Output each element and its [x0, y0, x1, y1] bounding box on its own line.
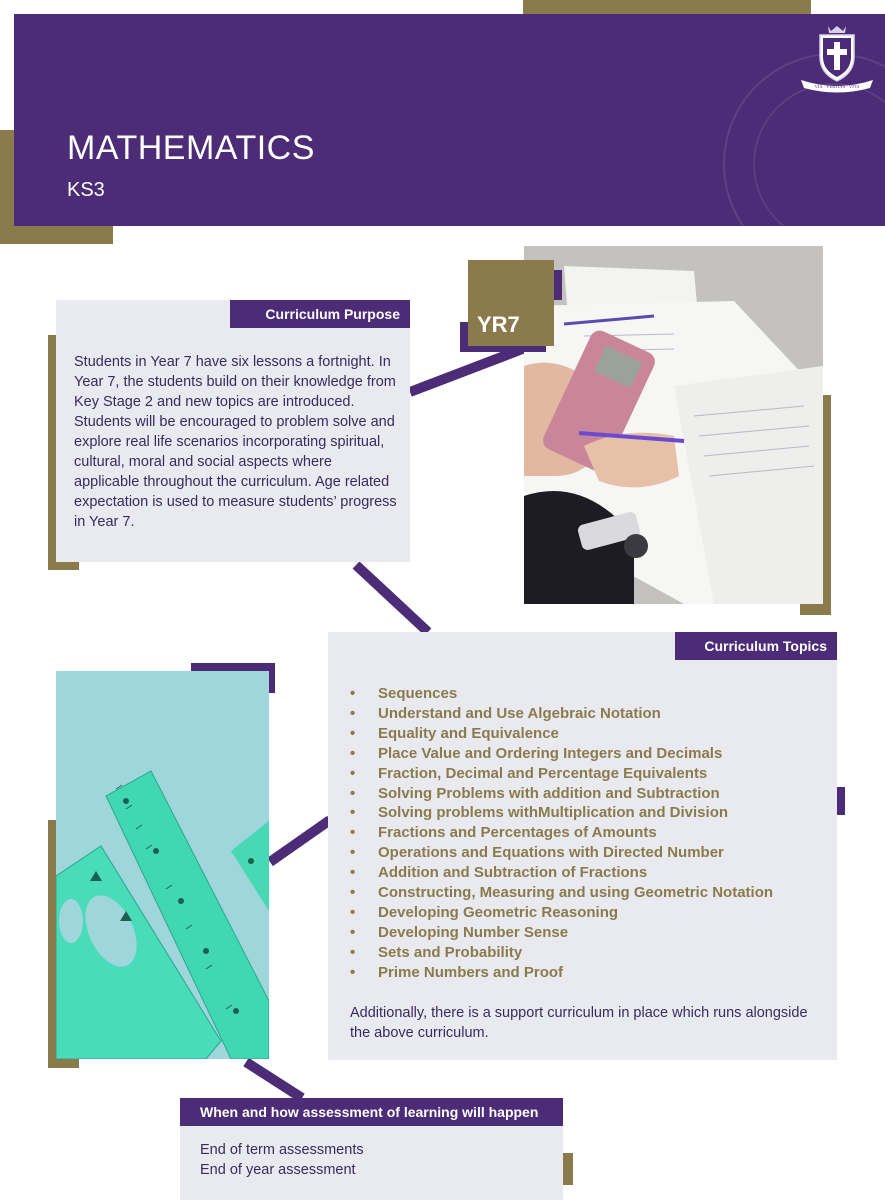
topics-purple-accent	[836, 787, 845, 815]
yr7-purple-accent-right	[554, 270, 562, 300]
topic-item: • Fractions and Percentages of Amounts	[350, 823, 773, 843]
assessment-label: When and how assessment of learning will happen	[180, 1098, 563, 1126]
topic-item: • Fraction, Decimal and Percentage Equivalents	[350, 764, 773, 784]
topic-item: • Sets and Probability	[350, 943, 773, 963]
crest-motto: VIA · VERITAS · VITA	[814, 84, 860, 89]
topic-item: • Operations and Equations with Directed Number	[350, 843, 773, 863]
purpose-label: Curriculum Purpose	[230, 300, 410, 328]
topic-item: • Constructing, Measuring and using Geometric Notation	[350, 883, 773, 903]
topic-item: • Solving Problems with addition and Subtraction	[350, 784, 773, 804]
page-subtitle: KS3	[67, 179, 105, 201]
purpose-text: Students in Year 7 have six lessons a fortnight. In Year 7, the students build on their knowledge from Key Stage 2 and new topics are introduced. Students will be encouraged to problem solve and explore real life scenarios incorporating spiritual, cultural, moral and social aspects where applicable throughout the curriculum. Age related expectation is used to measure students’ progress in Year 7.	[74, 354, 397, 530]
topic-item: • Developing Geometric Reasoning	[350, 903, 773, 923]
assessment-item: End of term assessments	[200, 1142, 364, 1158]
page-title: MATHEMATICS	[67, 129, 315, 167]
topics-label: Curriculum Topics	[675, 632, 837, 660]
topic-item: • Solving problems withMultiplication and Division	[350, 803, 773, 823]
topic-item: • Addition and Subtraction of Fractions	[350, 863, 773, 883]
topic-item: • Prime Numbers and Proof	[350, 963, 773, 983]
topic-item: • Place Value and Ordering Integers and Decimals	[350, 744, 773, 764]
assessment-item: End of year assessment	[200, 1162, 356, 1178]
topics-note: Additionally, there is a support curriculum in place which runs alongside the above curriculum.	[350, 1005, 808, 1041]
topic-item: • Developing Number Sense	[350, 923, 773, 943]
assessment-list	[200, 1140, 364, 1180]
topic-item: • Sequences	[350, 684, 773, 704]
assessment-gold-accent	[563, 1153, 573, 1185]
photo-green-rulers	[56, 671, 269, 1059]
photo-student-calculator	[524, 246, 823, 604]
topic-item: • Understand and Use Algebraic Notation	[350, 704, 773, 724]
topics-list	[350, 684, 773, 983]
topic-item: • Equality and Equivalence	[350, 724, 773, 744]
year-badge-label: YR7	[477, 312, 520, 337]
